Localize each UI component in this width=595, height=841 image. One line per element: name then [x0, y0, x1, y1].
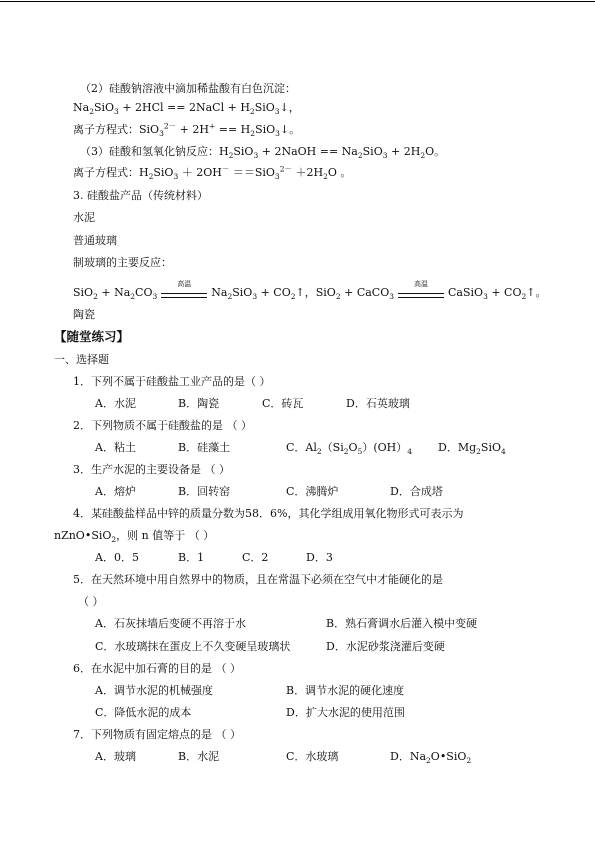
cement-label: 水泥 [73, 211, 95, 224]
ceramic-label: 陶瓷 [73, 308, 95, 321]
q6-option-d: D．扩大水泥的使用范围 [286, 706, 405, 719]
q5-answer-paren: （ ） [78, 595, 104, 608]
q5-option-c: C．水玻璃抹在蛋皮上不久变硬呈玻璃状 [95, 640, 291, 653]
q1-option-a: A．水泥 [95, 397, 136, 410]
item3-ionic-equation: 离子方程式：$H_2SiO_3 + 2OH^- ==SiO_3^{2-} +2H_2O$ 。 [73, 164, 352, 182]
q5-option-a: A．石灰抹墙后变硬不再溶于水 [95, 617, 246, 630]
practice-heading: 【随堂练习】 [54, 329, 130, 344]
q2-option-a: A．粘土 [95, 441, 136, 454]
glass-reaction-equation: $SiO_2 + Na_2CO_3$ 高温 $Na_2SiO_3$ + $CO_2↑$，SiO$_2$ + CaCO$_3$ 高温 CaSiO$_3$ + $CO_2↑$。 [73, 280, 547, 302]
q7-stem: 7．下列物质有固定熔点的是 （ ） [73, 728, 241, 741]
high-temp-condition: 高温 [398, 286, 444, 300]
q7-option-a: A．玻璃 [95, 750, 136, 763]
q6-option-a: A．调节水泥的机械强度 [95, 684, 213, 697]
q4-option-a: A．0．5 [95, 551, 139, 564]
q3-option-b: B．回转窑 [178, 485, 231, 498]
silicate-products-heading: 3. 硅酸盐产品（传统材料） [73, 189, 208, 202]
glass-label: 普通玻璃 [73, 234, 117, 247]
q7-option-c: C．水玻璃 [286, 750, 339, 763]
item3-title: （3）硅酸和氢氧化钠反应：$H_2SiO_3$ + 2NaOH == $Na_2SiO_3 + 2H_2O$。 [80, 145, 446, 161]
q2-option-c: C．$Al_2(Si_2O_5)(OH)_4$ [286, 441, 413, 457]
q6-option-b: B．调节水泥的硬化速度 [286, 684, 405, 697]
q1-option-d: D．石英玻璃 [346, 397, 410, 410]
part1-heading: 一、选择题 [54, 353, 109, 366]
q3-option-d: D．合成塔 [390, 485, 443, 498]
q5-option-b: B．熟石膏调水后灌入模中变硬 [326, 617, 478, 630]
q4-option-b: B．1 [178, 551, 205, 564]
q4-option-d: D．3 [306, 551, 333, 564]
q2-option-b: B．硅藻土 [178, 441, 231, 454]
q1-option-c: C．砖瓦 [262, 397, 304, 410]
q6-option-c: C．降低水泥的成本 [95, 706, 192, 719]
q2-option-d: D．$Mg_2SiO_4$ [438, 441, 506, 457]
item2-title: （2）硅酸钠溶液中滴加稀盐酸有白色沉淀： [80, 82, 296, 95]
q4-option-c: C．2 [242, 551, 269, 564]
page-top-rule [0, 1, 595, 2]
q6-stem: 6．在水泥中加石膏的目的是 （ ） [73, 662, 241, 675]
q7-option-d: D．$Na_2O•SiO_2$ [390, 750, 472, 766]
glass-reaction-title: 制玻璃的主要反应： [73, 256, 172, 269]
q2-stem: 2．下列物质不属于硅酸盐的是 （ ） [73, 419, 252, 432]
item2-equation: $Na_2SiO_3 + 2HCl$ == 2NaCl + $H_2SiO_3↓$， [73, 101, 300, 117]
q1-option-b: B．陶瓷 [178, 397, 220, 410]
high-temp-condition: 高温 [161, 286, 207, 300]
q3-stem: 3．生产水泥的主要设备是 （ ） [73, 463, 230, 476]
q1-stem: 1．下列不属于硅酸盐工业产品的是（ ） [73, 375, 271, 388]
q7-option-b: B．水泥 [178, 750, 220, 763]
q5-option-d: D．水泥砂浆浇灌后变硬 [326, 640, 445, 653]
q4-stem-continued: nZnO•SiO$_2$，则 n 值等于 （ ） [54, 529, 215, 545]
q4-stem: 4．某硅酸盐样品中锌的质量分数为58．6%，其化学组成用氧化物形式可表示为 [73, 507, 464, 520]
q5-stem: 5．在天然环境中用自然界中的物质，且在常温下必须在空气中才能硬化的是 [73, 573, 443, 586]
q3-option-c: C．沸腾炉 [286, 485, 339, 498]
q3-option-a: A．熔炉 [95, 485, 136, 498]
item2-ionic-equation: 离子方程式：$SiO_3^{2-} + 2H^+ == H_2SiO_3↓$。 [73, 121, 301, 139]
